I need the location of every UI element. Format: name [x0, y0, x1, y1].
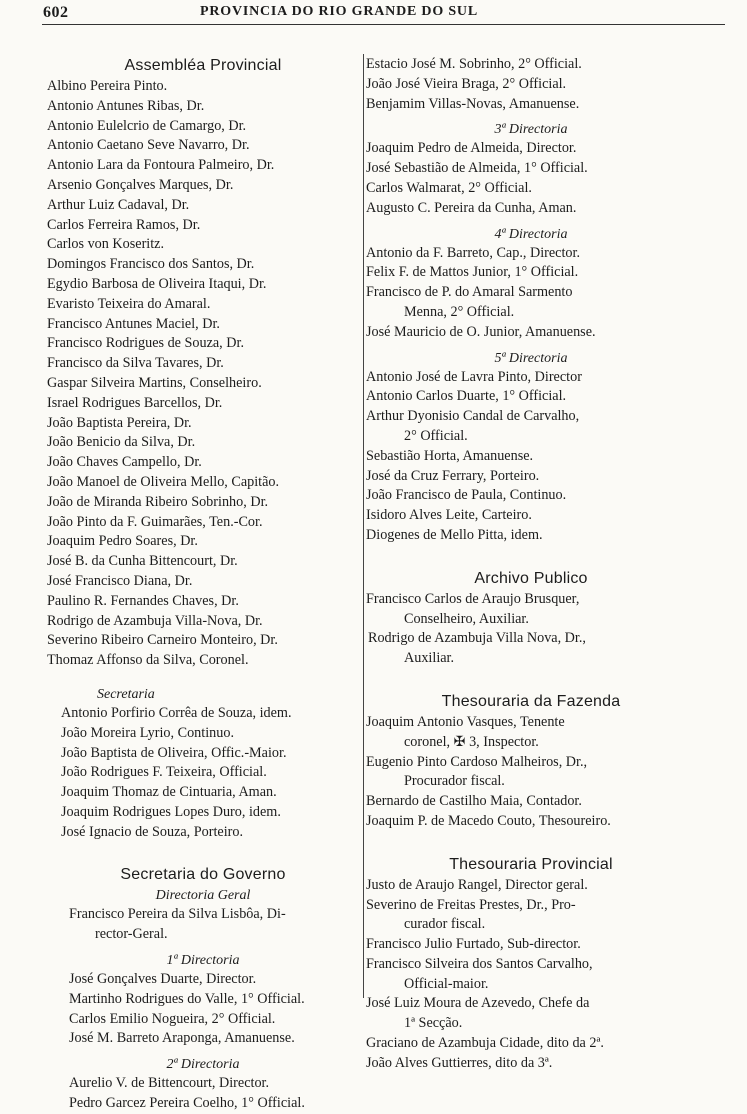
- directorate-4-label: 4ª Directoria: [494, 226, 568, 242]
- treasury-heading: Thesouraria da Fazenda: [441, 692, 621, 710]
- general-director-line2: rector-Geral.: [95, 926, 168, 943]
- list-item-continuation: Conselheiro, Auxiliar.: [404, 610, 529, 627]
- list-item: José Sebastião de Almeida, 1° Official.: [366, 160, 588, 177]
- list-item-continuation: Official-maior.: [404, 975, 489, 992]
- list-item: Joaquim Rodrigues Lopes Duro, idem.: [61, 803, 281, 820]
- list-item-continuation: 1ª Secção.: [404, 1015, 463, 1032]
- running-head: PROVINCIA DO RIO GRANDE DO SUL: [200, 4, 478, 19]
- list-item: Carlos Emilio Nogueira, 2° Official.: [69, 1010, 276, 1027]
- list-item: Francisco Antunes Maciel, Dr.: [47, 315, 220, 332]
- list-item-continuation: Menna, 2° Official.: [404, 303, 515, 320]
- list-item: João Chaves Campello, Dr.: [47, 454, 202, 471]
- list-item: Francisco da Silva Tavares, Dr.: [47, 355, 224, 372]
- list-item: José Luiz Moura de Azevedo, Chefe da: [366, 995, 590, 1012]
- list-item: José Gonçalves Duarte, Director.: [69, 971, 257, 988]
- list-item-continuation: coronel, ✠ 3, Inspector.: [404, 733, 539, 750]
- list-item: Arsenio Gonçalves Marques, Dr.: [47, 176, 234, 193]
- list-item: José Ignacio de Souza, Porteiro.: [61, 823, 244, 840]
- list-item: Antonio Antunes Ribas, Dr.: [47, 97, 205, 114]
- list-item: Sebastião Horta, Amanuense.: [366, 447, 534, 464]
- directorate-2-continued: [366, 55, 696, 114]
- list-item: João Rodrigues F. Teixeira, Official.: [61, 764, 267, 781]
- list-item: João José Vieira Braga, 2° Official.: [366, 75, 567, 92]
- list-item: Antonio Caetano Seve Navarro, Dr.: [47, 137, 250, 154]
- list-item: José da Cruz Ferrary, Porteiro.: [366, 467, 540, 484]
- list-item: Egydio Barbosa de Oliveira Itaqui, Dr.: [47, 275, 267, 292]
- list-item: Francisco Julio Furtado, Sub-director.: [366, 936, 581, 953]
- list-item: Antonio Porfirio Corrêa de Souza, idem.: [61, 704, 292, 721]
- list-item: Joaquim Pedro de Almeida, Director.: [366, 140, 577, 157]
- directorate-1-label: 1ª Directoria: [166, 953, 240, 969]
- list-item: Albino Pereira Pinto.: [47, 78, 168, 94]
- list-item: Antonio Lara da Fontoura Palmeiro, Dr.: [47, 157, 275, 174]
- list-item: Aurelio V. de Bittencourt, Director.: [69, 1075, 270, 1092]
- list-item: Francisco Rodrigues de Souza, Dr.: [47, 335, 245, 352]
- list-item: Antonio Eulelcrio de Camargo, Dr.: [47, 117, 247, 134]
- list-item: Evaristo Teixeira do Amaral.: [47, 295, 211, 312]
- list-item: Paulino R. Fernandes Chaves, Dr.: [47, 592, 239, 609]
- list-item: João Benicio da Silva, Dr.: [47, 434, 196, 451]
- archive-heading: Archivo Publico: [474, 569, 588, 587]
- list-item-continuation: curador fiscal.: [404, 916, 486, 933]
- list-item: Severino Ribeiro Carneiro Monteiro, Dr.: [47, 632, 278, 649]
- list-item: Francisco Carlos de Araujo Brusquer,: [366, 590, 580, 607]
- list-item: Joaquim P. de Macedo Couto, Thesoureiro.: [366, 812, 611, 829]
- list-item: Arthur Dyonisio Candal de Carvalho,: [366, 408, 580, 425]
- list-item: Estacio José M. Sobrinho, 2° Official.: [366, 56, 582, 72]
- list-item: João Pinto da F. Guimarães, Ten.-Cor.: [47, 513, 263, 530]
- list-item: Gaspar Silveira Martins, Conselheiro.: [47, 374, 262, 391]
- list-item: Antonio Carlos Duarte, 1° Official.: [366, 388, 567, 405]
- assembly-members: [47, 77, 359, 671]
- directorate-3-label: 3ª Directoria: [494, 122, 568, 138]
- list-item: José B. da Cunha Bittencourt, Dr.: [47, 553, 238, 570]
- directorate-2-label: 2ª Directoria: [166, 1057, 240, 1073]
- list-item: Carlos Walmarat, 2° Official.: [366, 179, 532, 196]
- page-number: 602: [43, 4, 69, 21]
- list-item-continuation: Auxiliar.: [404, 650, 455, 667]
- column-divider: [363, 54, 364, 998]
- directorate-2-list: [47, 1074, 359, 1114]
- list-item: Joaquim Thomaz de Cintuaria, Aman.: [61, 784, 277, 801]
- list-item: Antonio José de Lavra Pinto, Director: [366, 368, 582, 385]
- government-heading: Secretaria do Governo: [120, 866, 286, 884]
- list-item: Severino de Freitas Prestes, Dr., Pro-: [366, 896, 576, 913]
- list-item: Martinho Rodrigues do Valle, 1° Official.: [69, 990, 305, 1007]
- list-item: Rodrigo de Azambuja Villa Nova, Dr.,: [368, 630, 586, 647]
- list-item: Francisco Silveira dos Santos Carvalho,: [366, 955, 593, 972]
- directorate-1-list: [47, 970, 359, 1049]
- list-item: Isidoro Alves Leite, Carteiro.: [366, 507, 532, 524]
- assembly-heading: Assembléa Provincial: [124, 57, 282, 74]
- list-item-continuation: 2° Official.: [404, 427, 468, 444]
- list-item: João Francisco de Paula, Continuo.: [366, 487, 567, 504]
- list-item-continuation: Procurador fiscal.: [404, 773, 505, 790]
- list-item: Joaquim Antonio Vasques, Tenente: [366, 713, 565, 730]
- list-item: Diogenes de Mello Pitta, idem.: [366, 526, 543, 543]
- list-item: Francisco de P. do Amaral Sarmento: [366, 284, 573, 301]
- left-column: [47, 55, 359, 1114]
- list-item: Joaquim Pedro Soares, Dr.: [47, 533, 198, 550]
- directorate-5-label: 5ª Directoria: [494, 350, 568, 366]
- list-item: Eugenio Pinto Cardoso Malheiros, Dr.,: [366, 753, 588, 770]
- general-director-line1: Francisco Pereira da Silva Lisbôa, Di-: [69, 906, 286, 923]
- list-item: Rodrigo de Azambuja Villa-Nova, Dr.: [47, 612, 263, 629]
- list-item: João Manoel de Oliveira Mello, Capitão.: [47, 473, 280, 490]
- list-item: Israel Rodrigues Barcellos, Dr.: [47, 394, 223, 411]
- list-item: Carlos Ferreira Ramos, Dr.: [47, 216, 201, 233]
- assembly-secretariat-label: Secretaria: [97, 686, 155, 702]
- general-directorate-label: Directoria Geral: [155, 888, 251, 904]
- directorate-3-list: [366, 139, 696, 218]
- list-item: Graciano de Azambuja Cidade, dito da 2ª.: [366, 1035, 604, 1052]
- list-item: Justo de Araujo Rangel, Director geral.: [366, 876, 588, 893]
- list-item: João Baptista Pereira, Dr.: [47, 414, 192, 431]
- list-item: Felix F. de Mattos Junior, 1° Official.: [366, 264, 579, 281]
- list-item: Thomaz Affonso da Silva, Coronel.: [47, 652, 249, 669]
- list-item: Benjamim Villas-Novas, Amanuense.: [366, 95, 580, 112]
- list-item: João Alves Guttierres, dito da 3ª.: [366, 1054, 553, 1071]
- list-item: José M. Barreto Araponga, Amanuense.: [69, 1030, 295, 1047]
- provincial-treasury-heading: Thesouraria Provincial: [449, 855, 613, 873]
- list-item: João Moreira Lyrio, Continuo.: [61, 724, 234, 741]
- list-item: Arthur Luiz Cadaval, Dr.: [47, 196, 190, 213]
- header-rule: [42, 24, 725, 25]
- list-item: João Baptista de Oliveira, Offic.-Maior.: [61, 744, 287, 761]
- list-item: José Mauricio de O. Junior, Amanuense.: [366, 323, 596, 340]
- list-item: Antonio da F. Barreto, Cap., Director.: [366, 244, 580, 261]
- list-item: Bernardo de Castilho Maia, Contador.: [366, 793, 582, 810]
- assembly-secretariat: [47, 704, 359, 843]
- list-item: João de Miranda Ribeiro Sobrinho, Dr.: [47, 493, 269, 510]
- list-item: Pedro Garcez Pereira Coelho, 1° Official.: [69, 1095, 305, 1112]
- right-column: [366, 55, 696, 1074]
- list-item: Carlos von Koseritz.: [47, 236, 165, 253]
- list-item: Domingos Francisco dos Santos, Dr.: [47, 256, 255, 273]
- list-item: Augusto C. Pereira da Cunha, Aman.: [366, 199, 577, 216]
- list-item: José Francisco Diana, Dr.: [47, 572, 193, 589]
